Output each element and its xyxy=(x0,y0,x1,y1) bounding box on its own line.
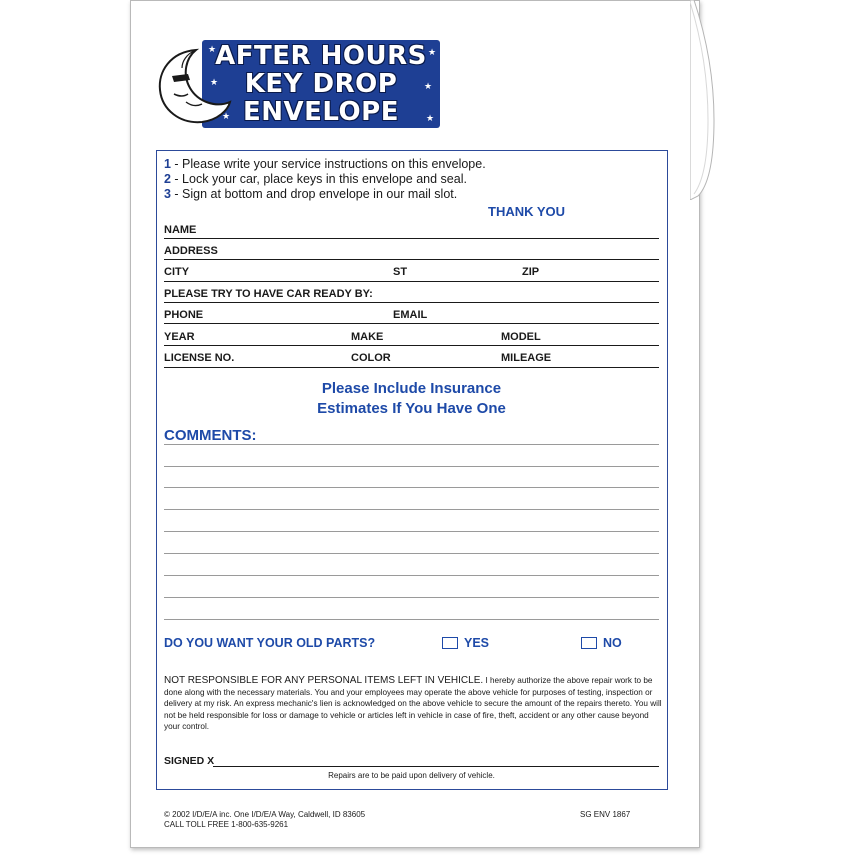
star-icon: ★ xyxy=(428,47,437,57)
no-checkbox[interactable] xyxy=(581,637,597,649)
footer-copyright: © 2002 I/D/E/A inc. One I/D/E/A Way, Caldwell, ID 83605 xyxy=(164,810,366,819)
signature-field[interactable] xyxy=(213,766,659,767)
comment-line[interactable] xyxy=(164,509,659,510)
email-label: EMAIL xyxy=(393,309,428,321)
phone-email-field[interactable] xyxy=(164,323,659,324)
license-color-mileage-field[interactable] xyxy=(164,367,659,368)
mileage-label: MILEAGE xyxy=(501,352,552,364)
signed-label: SIGNED X xyxy=(164,755,215,767)
vehicle-field[interactable] xyxy=(164,345,659,346)
name-field[interactable] xyxy=(164,238,659,239)
instruction-3: 3 - Sign at bottom and drop envelope in our mail slot. xyxy=(164,187,458,201)
no-label: NO xyxy=(603,636,622,650)
license-label: LICENSE NO. xyxy=(164,352,235,364)
footer-phone: CALL TOLL FREE 1-800-635-9261 xyxy=(164,820,289,829)
logo xyxy=(156,40,440,128)
envelope-flap xyxy=(690,0,726,200)
address-label: ADDRESS xyxy=(164,245,218,257)
insurance-note-line-1: Please Include Insurance xyxy=(321,380,502,397)
ready-by-field[interactable] xyxy=(164,302,659,303)
insurance-note-line-2: Estimates If You Have One xyxy=(317,400,506,417)
star-icon: ★ xyxy=(426,113,435,123)
logo-line-1: AFTER HOURS xyxy=(215,41,427,71)
state-label: ST xyxy=(393,266,408,278)
legal-body: I hereby authorize the above repair work to be done along with the necessary materials. You and your employees may operate the above vehicle for purposes of testing, inspection or delivery at my risk. An express mechanic's lien is acknowledged on the above vehicle to secure the amount of the repairs thereto. You will not be held responsible for loss or damage to vehicle or articles left in vehicle in case of fire, theft, accident or any other cause beyond your control. xyxy=(164,676,662,732)
repairs-note: Repairs are to be paid upon delivery of vehicle. xyxy=(328,771,495,780)
comment-line[interactable] xyxy=(164,466,659,467)
legal-lead: NOT RESPONSIBLE FOR ANY PERSONAL ITEMS LEFT IN VEHICLE. xyxy=(164,675,484,686)
comment-line[interactable] xyxy=(164,487,659,488)
crescent-moon-icon xyxy=(156,46,232,126)
old-parts-question: DO YOU WANT YOUR OLD PARTS? xyxy=(164,636,376,650)
comment-line[interactable] xyxy=(164,575,659,576)
color-label: COLOR xyxy=(351,352,391,364)
legal-disclaimer xyxy=(164,675,664,733)
comment-line[interactable] xyxy=(164,619,659,620)
city-label: CITY xyxy=(164,266,190,278)
comment-line[interactable] xyxy=(164,553,659,554)
form-code: SG ENV 1867 xyxy=(580,810,631,819)
yes-label: YES xyxy=(464,636,490,650)
instruction-1: 1 - Please write your service instructions on this envelope. xyxy=(164,157,486,171)
star-icon: ★ xyxy=(424,81,433,91)
ready-by-label: PLEASE TRY TO HAVE CAR READY BY: xyxy=(164,288,373,300)
star-icon: ★ xyxy=(222,111,231,121)
comment-line[interactable] xyxy=(164,597,659,598)
comment-line[interactable] xyxy=(164,531,659,532)
address-field[interactable] xyxy=(164,259,659,260)
logo-band xyxy=(202,40,440,128)
name-label: NAME xyxy=(164,224,197,236)
city-state-zip-field[interactable] xyxy=(164,281,659,282)
make-label: MAKE xyxy=(351,331,384,343)
comment-line[interactable] xyxy=(164,444,659,445)
phone-label: PHONE xyxy=(164,309,204,321)
model-label: MODEL xyxy=(501,331,541,343)
star-icon: ★ xyxy=(208,44,217,54)
thank-you: THANK YOU xyxy=(488,204,566,219)
star-icon: ★ xyxy=(210,77,219,87)
instruction-2: 2 - Lock your car, place keys in this envelope and seal. xyxy=(164,172,467,186)
comments-label: COMMENTS: xyxy=(164,427,257,444)
logo-line-3: ENVELOPE xyxy=(243,97,399,127)
year-label: YEAR xyxy=(164,331,195,343)
footer xyxy=(164,810,365,830)
logo-line-2: KEY DROP xyxy=(244,69,398,99)
zip-label: ZIP xyxy=(522,266,540,278)
yes-checkbox[interactable] xyxy=(442,637,458,649)
